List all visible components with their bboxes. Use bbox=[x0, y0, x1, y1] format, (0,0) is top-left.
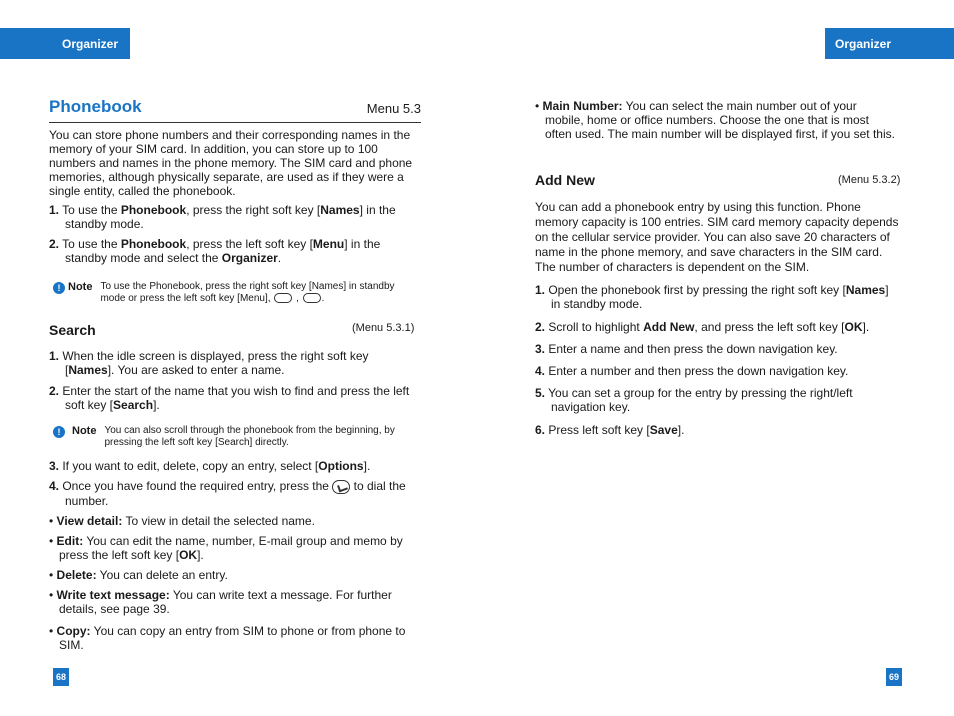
intro-paragraph: You can add a phonebook entry by using this function. Phone memory capacity is 100 entries. SIM card memory capacity depends on the cellular service provider. You can also save 20 characters of name in the phone memory, and save characters in the SIM card. The number of characters is dependent on the SIM. bbox=[535, 200, 899, 274]
list-item: 3. If you want to edit, delete, copy an entry, select [Options]. bbox=[49, 459, 371, 473]
section-title-row bbox=[49, 97, 421, 123]
note-box: ! Note To use the Phonebook, press the right soft key [Names] in standby mode or press the left soft key [Menu], , . bbox=[53, 281, 421, 305]
list-item: 3. Enter a name and then press the down navigation key. bbox=[535, 342, 838, 356]
list-item: • Delete: You can delete an entry. bbox=[49, 568, 228, 582]
list-item: • Main Number: You can select the main number out of your mobile, home or office numbers. Choose the one that is most often used. The main number will be displayed first, if you set this. bbox=[535, 99, 895, 141]
info-icon: ! bbox=[53, 282, 65, 294]
list-item: 4. Enter a number and then press the down navigation key. bbox=[535, 364, 849, 378]
list-item: • View detail: To view in detail the selected name. bbox=[49, 514, 315, 528]
section-heading-add-new: Add New bbox=[535, 172, 595, 188]
menu-number: (Menu 5.3.2) bbox=[838, 174, 901, 186]
send-call-icon bbox=[332, 480, 350, 494]
list-item: 2. Scroll to highlight Add New, and press the left soft key [OK]. bbox=[535, 320, 870, 334]
note-box: ! Note You can also scroll through the phonebook from the beginning, by pressing the left soft key [Search] directly. bbox=[53, 425, 421, 449]
page-number: 69 bbox=[886, 668, 902, 686]
info-icon: ! bbox=[53, 426, 65, 438]
menu-number: Menu 5.3 bbox=[366, 101, 421, 116]
list-item: 6. Press left soft key [Save]. bbox=[535, 423, 685, 437]
page-number: 68 bbox=[53, 668, 69, 686]
menu-number: (Menu 5.3.1) bbox=[352, 322, 415, 334]
list-item: 1. Open the phonebook first by pressing the right soft key [Names] in standby mode. bbox=[535, 283, 889, 311]
soft-key-icon bbox=[303, 293, 321, 303]
list-item: 2. To use the Phonebook, press the left soft key [Menu] in the standby mode and select the Organizer. bbox=[49, 237, 381, 265]
list-item: • Copy: You can copy an entry from SIM to phone or from phone to SIM. bbox=[49, 624, 406, 652]
header-tab-organizer-right: Organizer bbox=[825, 28, 954, 59]
list-item: 5. You can set a group for the entry by pressing the right/left navigation key. bbox=[535, 386, 853, 414]
list-item: 1. When the idle screen is displayed, press the right soft key [Names]. You are asked to enter a name. bbox=[49, 349, 369, 377]
soft-key-icon bbox=[274, 293, 292, 303]
header-tab-organizer-left: Organizer bbox=[0, 28, 130, 59]
list-item: 4. Once you have found the required entry, press the to dial the number. bbox=[49, 479, 406, 508]
list-item: • Edit: You can edit the name, number, E-mail group and memo by press the left soft key [OK]. bbox=[49, 534, 403, 562]
intro-paragraph: You can store phone numbers and their corresponding names in the memory of your SIM card. In addition, you can store up to 100 numbers and names in the phone memory. The SIM card and phone memories, although physically separate, are used as if they were a single entity, called the phonebook. bbox=[49, 128, 413, 198]
list-item: 1. To use the Phonebook, press the right soft key [Names] in the standby mode. bbox=[49, 203, 396, 231]
list-item: • Write text message: You can write text a message. For further details, see page 39. bbox=[49, 588, 392, 616]
page-title: Phonebook bbox=[49, 97, 142, 116]
section-heading-search: Search bbox=[49, 322, 96, 338]
list-item: 2. Enter the start of the name that you wish to find and press the left soft key [Search]. bbox=[49, 384, 410, 412]
